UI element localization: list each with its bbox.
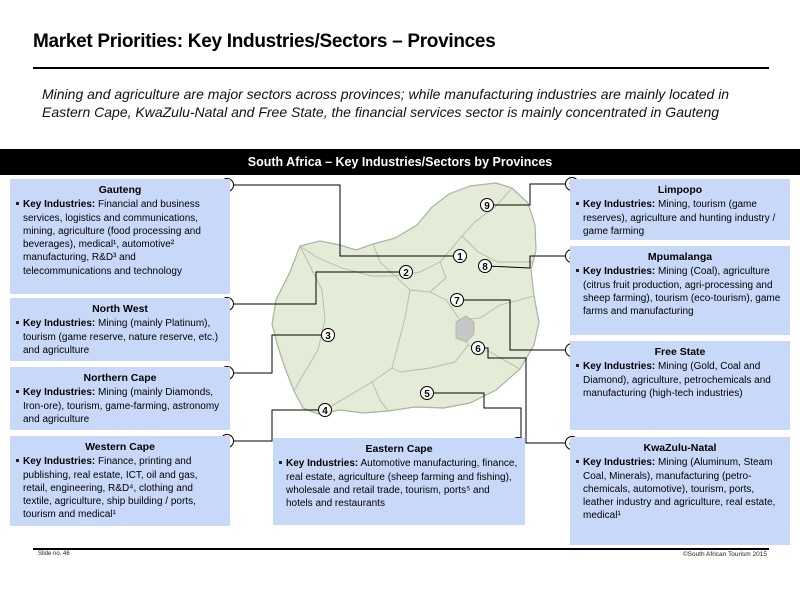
- industry-text: Mining (Coal), agriculture (citrus fruit production, agri-processing and sheep farming), tourism (eco-tourism), game farms and manufacturing: [583, 266, 781, 318]
- industry-text: Automotive manufacturing, finance, real estate, agriculture (sheep farming and fishing), wholesale and retail trade, tourism, ports⁵ and hotels and restaurants: [286, 458, 518, 510]
- svg-text:2: 2: [403, 268, 409, 279]
- industry-item: [10, 386, 230, 426]
- svg-text:9: 9: [484, 201, 490, 212]
- key-label: Key Industries:: [583, 361, 656, 373]
- marker-freestate-map: [451, 294, 464, 308]
- svg-text:7: 7: [454, 296, 460, 307]
- marker-northerncape-map: [322, 329, 335, 343]
- industry-item: [570, 456, 790, 522]
- industry-item: [570, 265, 790, 318]
- eastern-cape-box: [273, 438, 525, 525]
- province-name: Free State: [654, 346, 706, 358]
- industry-text: Mining (Gold, Coal and Diamond), agriculture, petrochemicals and manufacturing (high-tech industries): [583, 361, 771, 399]
- title-divider: [33, 67, 769, 69]
- mpumalanga-box: [570, 246, 790, 335]
- key-label: Key Industries:: [583, 457, 656, 469]
- svg-text:3: 3: [325, 331, 331, 342]
- key-label: Key Industries:: [23, 456, 96, 468]
- key-label: Key Industries:: [23, 318, 96, 330]
- marker-westerncape-map: [319, 404, 332, 418]
- footer-divider: [33, 548, 769, 550]
- industry-item: [570, 198, 790, 238]
- marker-gauteng-map: [454, 250, 467, 264]
- slide-title: Market Priorities: Key Industries/Sectors – Provinces: [33, 31, 496, 52]
- province-name: Gauteng: [98, 184, 142, 196]
- north-west-box: [10, 298, 230, 361]
- province-name: Western Cape: [85, 441, 155, 453]
- svg-text:1: 1: [457, 252, 463, 263]
- key-label: Key Industries:: [23, 199, 96, 211]
- country-outline: [272, 183, 539, 414]
- province-name: North West: [92, 303, 148, 315]
- limpopo-box: [570, 179, 790, 240]
- marker-northwest-map: [400, 266, 413, 280]
- industry-item: [570, 360, 790, 400]
- marker-easterncape-map: [421, 387, 434, 401]
- industry-text: Financial and business services, logistics and communications, mining, agriculture (food processing and beverages), medical¹, automotive² manufacturing, R&D³ and telecommunications and technology: [23, 199, 201, 277]
- svg-text:4: 4: [322, 406, 328, 417]
- free-state-box: [570, 341, 790, 430]
- key-label: Key Industries:: [583, 199, 656, 211]
- industry-text: Mining (Aluminum, Steam Coal, Minerals), manufacturing (petro-chemicals, automotive), tourism, ports, leather industry and agriculture, real estate, medical¹: [583, 457, 776, 522]
- industry-item: [10, 455, 230, 521]
- marker-kzn-map: [472, 342, 485, 356]
- industry-text: Mining (mainly Diamonds, Iron-ore), tourism, game-farming, astronomy and agriculture: [23, 387, 220, 425]
- marker-limpopo-map: [481, 199, 494, 213]
- key-label: Key Industries:: [286, 458, 359, 470]
- province-name: Eastern Cape: [365, 443, 433, 455]
- slide-subtitle: Mining and agriculture are major sectors across provinces; while manufacturing industries are mainly located in Eastern Cape, KwaZulu-Natal and Free State, the financial services sector is mainly concentrated in Gauteng: [42, 86, 730, 120]
- key-label: Key Industries:: [583, 266, 656, 278]
- province-name: KwaZulu-Natal: [643, 442, 717, 454]
- industry-item: [10, 198, 230, 278]
- svg-text:8: 8: [482, 262, 488, 273]
- industry-item: [273, 457, 525, 510]
- copyright-notice: ©South African Tourism 2015: [682, 551, 767, 558]
- slide-number: Slide no. 46: [38, 551, 70, 557]
- key-label: Key Industries:: [23, 387, 96, 399]
- province-name: Limpopo: [657, 184, 703, 196]
- province-name: Northern Cape: [83, 372, 157, 384]
- province-name: Mpumalanga: [647, 251, 713, 263]
- section-band: South Africa – Key Industries/Sectors by Provinces: [0, 149, 800, 175]
- kwazulu-natal-box: [570, 437, 790, 545]
- northern-cape-box: [10, 367, 230, 430]
- industry-item: [10, 317, 230, 357]
- industry-text: Mining (mainly Platinum), tourism (game reserve, nature reserve, etc.) and agriculture: [23, 318, 219, 356]
- industry-text: Finance, printing and publishing, real estate, ICT, oil and gas, retail, engineering, R&D⁴, clothing and textile, agriculture, ship building / ports, tourism and medical¹: [23, 456, 198, 521]
- marker-mpumalanga-map: [479, 260, 492, 274]
- western-cape-box: [10, 436, 230, 526]
- svg-text:6: 6: [475, 344, 481, 355]
- industry-text: Mining, tourism (game reserves), agriculture and hunting industry / game farming: [583, 199, 776, 237]
- svg-text:5: 5: [424, 389, 430, 400]
- gauteng-box: [10, 179, 230, 294]
